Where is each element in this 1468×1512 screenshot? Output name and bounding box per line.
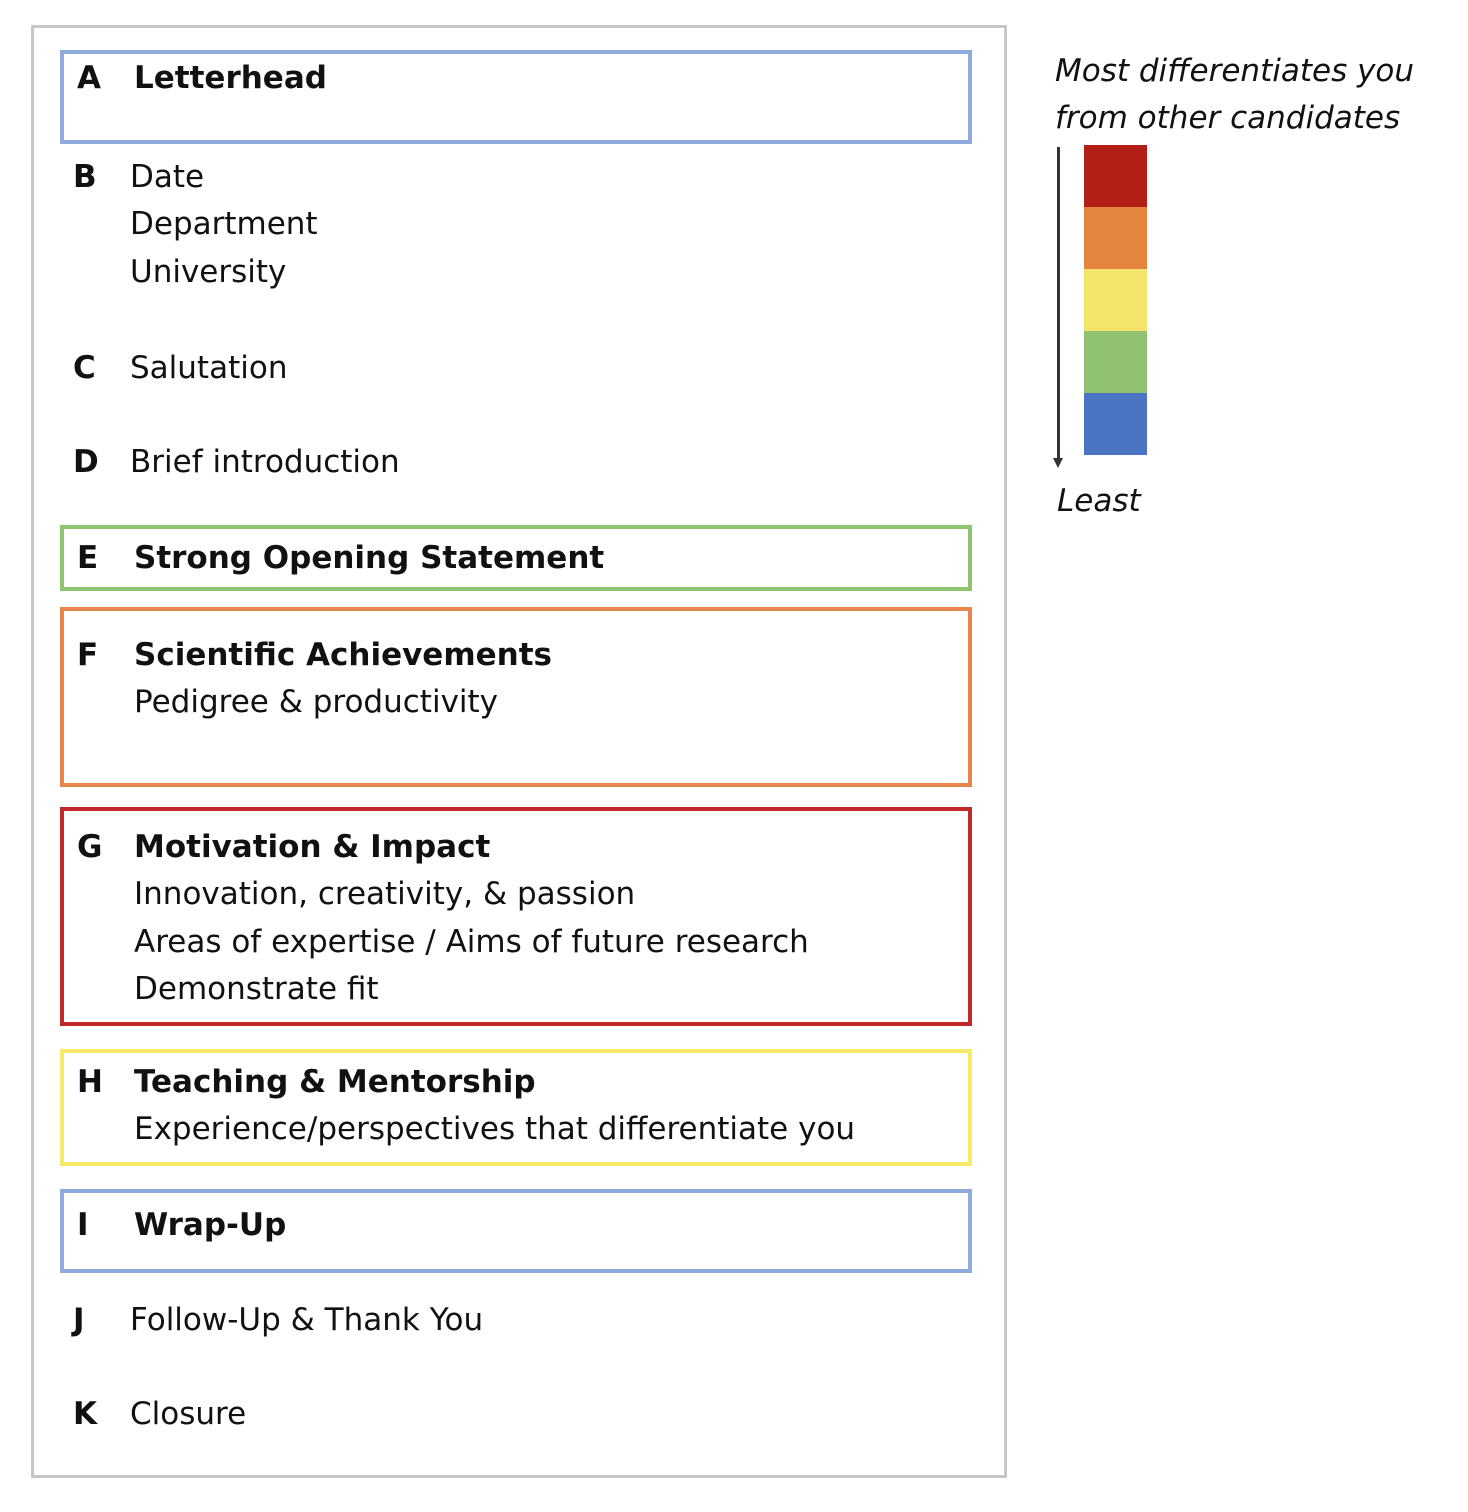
section-title: Scientific Achievements <box>134 637 553 673</box>
detail-line: Pedigree & productivity <box>134 684 499 720</box>
section-letter: F <box>77 637 99 673</box>
section-title: Brief introduction <box>130 444 400 480</box>
section-title: Follow-Up & Thank You <box>130 1302 484 1338</box>
legend-least-label: Least <box>1057 483 1141 519</box>
section-closure <box>60 1390 972 1438</box>
section-scientific-achievements <box>60 607 972 787</box>
section-title: Strong Opening Statement <box>134 540 605 576</box>
section-letter: B <box>73 159 97 195</box>
section-letter: E <box>77 540 99 576</box>
section-details <box>134 1106 855 1154</box>
section-strong-opening-statement <box>60 525 972 591</box>
section-letter: C <box>73 350 96 386</box>
section-follow-up-thank-you <box>60 1296 972 1344</box>
section-details <box>134 679 498 727</box>
section-letter: I <box>77 1207 89 1243</box>
section-title: Wrap-Up <box>134 1207 287 1243</box>
legend-heading-line: from other candidates <box>1055 100 1401 136</box>
legend-swatch-blue <box>1084 393 1147 455</box>
legend-heading <box>1055 48 1465 142</box>
detail-line: Demonstrate fit <box>134 971 379 1007</box>
arrow-down-icon <box>1053 458 1063 468</box>
section-letterhead <box>60 50 972 144</box>
section-title: Motivation & Impact <box>134 829 491 865</box>
section-letter: G <box>77 829 103 865</box>
detail-line: Department <box>130 206 318 242</box>
legend-arrow-line <box>1057 147 1060 463</box>
section-title: Teaching & Mentorship <box>134 1064 536 1100</box>
detail-line: Areas of expertise / Aims of future research <box>134 923 809 960</box>
section-title: Salutation <box>130 350 288 386</box>
legend-swatch-green <box>1084 331 1147 393</box>
legend-color-scale <box>1084 145 1147 455</box>
section-salutation <box>60 344 972 392</box>
section-letter: A <box>77 60 101 96</box>
legend-swatch-orange <box>1084 207 1147 269</box>
section-letter: D <box>73 444 99 480</box>
section-title: Date <box>130 159 205 195</box>
section-brief-introduction <box>60 438 972 486</box>
legend-swatch-red <box>1084 145 1147 207</box>
section-title: Closure <box>130 1396 247 1432</box>
section-letter: J <box>73 1302 85 1338</box>
section-letter: H <box>77 1064 103 1100</box>
detail-line: Experience/perspectives that differentiate you <box>134 1111 856 1147</box>
section-date-block <box>60 153 972 297</box>
section-title: Letterhead <box>134 60 327 96</box>
legend-swatch-yellow <box>1084 269 1147 331</box>
section-teaching-mentorship <box>60 1049 972 1166</box>
section-details <box>130 201 318 296</box>
section-letter: K <box>73 1396 98 1432</box>
section-details <box>134 871 809 1014</box>
legend-heading-line: Most differentiates you <box>1055 53 1415 89</box>
detail-line: University <box>130 253 287 290</box>
section-motivation-impact <box>60 807 972 1026</box>
detail-line: Innovation, creativity, & passion <box>134 876 636 912</box>
section-wrap-up <box>60 1189 972 1273</box>
